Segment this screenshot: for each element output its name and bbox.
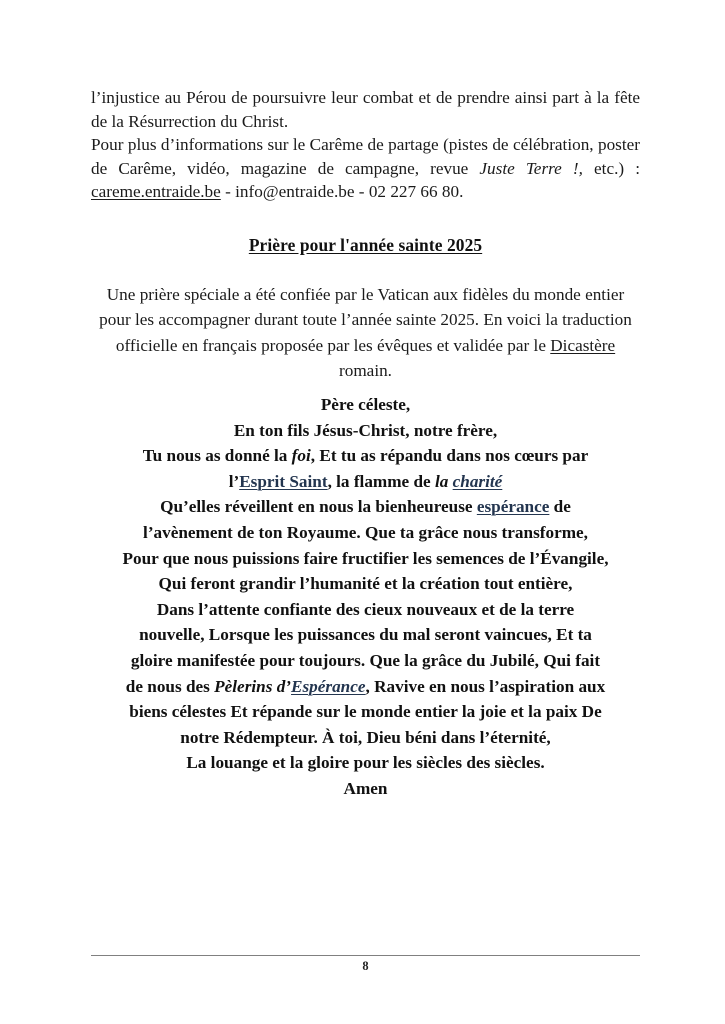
- link-charite[interactable]: charité: [452, 471, 503, 491]
- prayer-line-13: biens célestes Et répande sur le monde entier la joie et la paix De: [129, 702, 602, 722]
- intro-text: Une prière spéciale a été confiée par le Vatican aux fidèles du monde entier pour les accompagner durant toute l’année sainte 2025. En voici la traduction officielle en français proposée par les évêques et validée par le: [99, 284, 632, 355]
- prayer-line-9: Dans l’attente confiante des cieux nouveaux et de la terre: [156, 599, 575, 619]
- link-esperance-pelerins[interactable]: Espérance: [291, 676, 366, 696]
- prayer-line-8: Qui feront grandir l’humanité et la création tout entière,: [158, 574, 573, 594]
- prayer-line-3-a: Tu nous as donné la: [142, 446, 292, 466]
- section-heading-wrap: [91, 234, 640, 256]
- prayer-line-4-b: , la flamme de: [327, 471, 435, 491]
- more-info-mid: etc.) :: [582, 158, 640, 178]
- page-content: [91, 86, 640, 801]
- link-esperance[interactable]: espérance: [476, 497, 550, 517]
- email-entraide: info@entraide.be: [235, 182, 355, 202]
- publication-title-italic: Juste Terre !,: [479, 158, 583, 178]
- prayer-line-10: nouvelle, Lorsque les puissances du mal seront vaincues, Et ta: [139, 625, 592, 645]
- paragraph-more-info: [91, 133, 640, 204]
- prayer-text: [91, 392, 640, 802]
- prayer-line-5-b: de: [549, 497, 571, 517]
- paragraph-continuation: [91, 86, 640, 133]
- prayer-line-4-a: l’: [228, 471, 240, 491]
- prayer-line-12-b: , Ravive en nous l’aspiration aux: [365, 676, 606, 696]
- section-heading: Prière pour l'année sainte 2025: [248, 234, 483, 255]
- prayer-line-5-a: Qu’elles réveillent en nous la bienheureuse: [160, 497, 477, 517]
- prayer-line-7: Pour que nous puissions faire fructifier les semences de l’Évangile,: [122, 548, 609, 568]
- prayer-line-12: [91, 674, 640, 700]
- prayer-line-15: La louange et la gloire pour les siècles des siècles.: [186, 753, 545, 773]
- phone-number: 02 227 66 80.: [368, 182, 464, 202]
- prayer-line-5: [91, 494, 640, 520]
- prayer-line-3-b: , Et tu as répandu dans nos cœurs par: [310, 446, 589, 466]
- italic-foi: foi: [291, 446, 311, 466]
- italic-pelerins: Pèlerins d’: [214, 676, 292, 696]
- intro-tail: romain.: [339, 361, 392, 381]
- prayer-line-11: gloire manifestée pour toujours. Que la grâce du Jubilé, Qui fait: [130, 650, 601, 670]
- footer-divider: [91, 955, 640, 956]
- paragraph-intro-prayer: [91, 282, 640, 384]
- page-number: 8: [362, 959, 369, 973]
- prayer-line-2: En ton fils Jésus-Christ, notre frère,: [233, 420, 498, 440]
- paragraph-continuation-text: l’injustice au Pérou de poursuivre leur combat et de prendre ainsi part à la fête de la Résurrection du Christ.: [91, 88, 640, 131]
- more-info-prefix: Pour plus d’informations sur le Carême de partage (pistes de célébration, poster de Carême, vidéo, magazine de campagne, revue: [91, 135, 640, 178]
- link-dicastere[interactable]: Dicastère: [550, 335, 616, 355]
- prayer-line-1: Père céleste,: [320, 394, 411, 414]
- prayer-line-4: [91, 469, 640, 495]
- italic-la: la: [434, 471, 453, 491]
- link-careme-entraide-be[interactable]: careme.entraide.be: [91, 182, 221, 202]
- prayer-line-14: notre Rédempteur. À toi, Dieu béni dans l’éternité,: [180, 727, 551, 747]
- prayer-line-16-amen: Amen: [343, 778, 388, 798]
- prayer-line-12-a: de nous des: [125, 676, 215, 696]
- more-info-separator-2: -: [354, 182, 369, 202]
- more-info-separator-1: -: [220, 182, 236, 202]
- prayer-line-6: l’avènement de ton Royaume. Que ta grâce nous transforme,: [143, 522, 588, 542]
- prayer-line-3: [91, 443, 640, 469]
- page-footer: [91, 955, 640, 973]
- link-esprit-saint[interactable]: Esprit Saint: [239, 471, 328, 491]
